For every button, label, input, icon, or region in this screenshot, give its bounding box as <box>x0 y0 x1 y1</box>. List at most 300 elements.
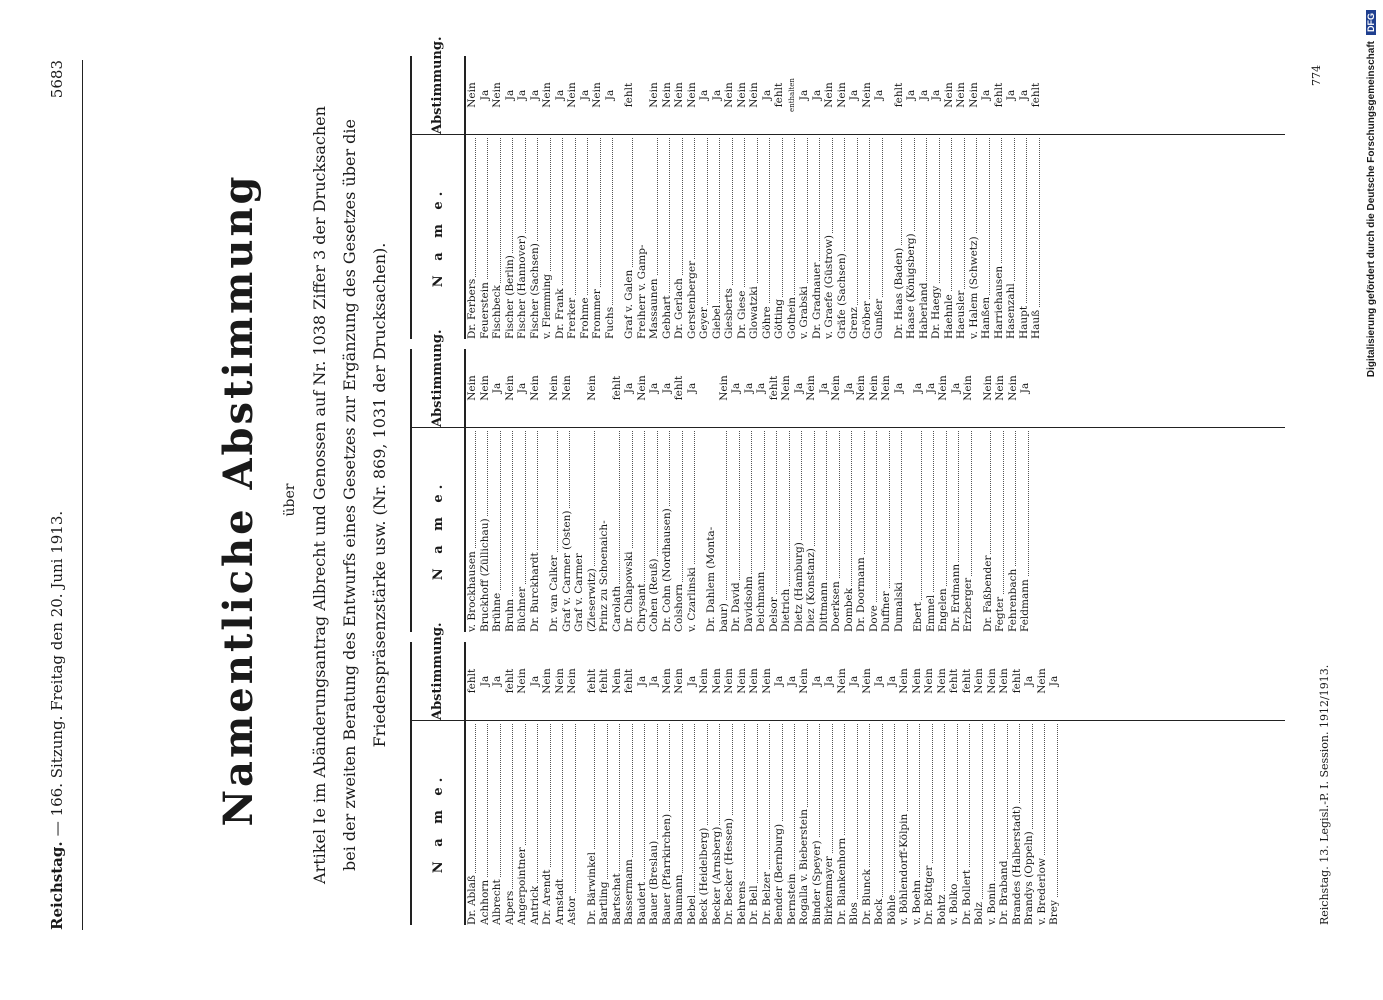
table-row <box>479 56 492 339</box>
table-row <box>880 349 893 632</box>
member-name: Frommer <box>591 134 604 339</box>
vote-value: Ja <box>892 382 905 394</box>
table-row <box>586 349 599 632</box>
vote-list <box>466 642 1061 925</box>
row-gap <box>616 56 623 339</box>
member-name: v. Boehn <box>911 720 924 925</box>
member-name: Bohtz <box>936 720 949 925</box>
member-name: Achhorn <box>479 720 492 925</box>
table-row <box>504 349 517 632</box>
page-title: Namentliche Abstimmung <box>215 173 262 827</box>
table-row <box>1023 642 1036 925</box>
vote-value: Nein <box>805 375 817 401</box>
table-row <box>743 349 756 632</box>
vote-value: Nein <box>860 668 873 694</box>
member-name: Alpers <box>504 720 517 925</box>
member-name: Dr. Ablaß <box>466 720 479 925</box>
table-row <box>893 349 906 632</box>
table-row <box>823 56 836 339</box>
header-left <box>48 511 66 930</box>
table-row <box>466 349 479 632</box>
member-name: baur) <box>718 427 731 632</box>
member-name: Binder (Speyer) <box>811 720 824 925</box>
vote-value: Nein <box>566 82 578 108</box>
row-gap <box>905 349 912 632</box>
vote-value: Ja <box>528 89 541 101</box>
member-name: Graf v. Carmer (Osten) <box>561 427 574 632</box>
member-name: Engelen <box>937 427 950 632</box>
vote-value: fehlt <box>892 82 905 108</box>
vote-list <box>466 349 1032 632</box>
member-name: Frohme <box>579 134 592 339</box>
member-name: Bruckhoff (Züllichau) <box>479 427 492 632</box>
row-gap <box>579 642 586 925</box>
vote-value: Nein <box>516 668 528 694</box>
vote-value: Ja <box>817 382 830 394</box>
member-name: Dr. Böttger <box>923 720 936 925</box>
table-row <box>868 349 881 632</box>
vote-value: fehlt <box>585 668 598 694</box>
member-name: Doerksen <box>830 427 843 632</box>
table-row <box>723 56 736 339</box>
vote-value: Ja <box>810 89 823 101</box>
member-name: Bock <box>873 720 886 925</box>
table-row <box>925 349 938 632</box>
vote-value: Nein <box>1006 375 1019 401</box>
member-name: Dumalski <box>893 427 906 632</box>
vote-value: Nein <box>835 668 848 694</box>
member-name: Dr. Gradnauer <box>811 134 824 339</box>
table-row <box>811 56 824 339</box>
member-name: Dr. van Calker <box>548 427 561 632</box>
vote-value: fehlt <box>960 668 973 694</box>
member-name: Giebel <box>711 134 724 339</box>
member-name: Behrens <box>736 720 749 925</box>
vote-value: Ja <box>648 675 660 687</box>
member-name: Dr. Gerlach <box>673 134 686 339</box>
table-row <box>748 642 761 925</box>
table-row <box>761 642 774 925</box>
table-row <box>848 56 861 339</box>
table-row <box>1011 642 1024 925</box>
table-row <box>993 56 1006 339</box>
table-row <box>661 349 674 632</box>
table-row <box>504 642 517 925</box>
table-row <box>786 56 799 339</box>
member-name: Dr. Haegy <box>930 134 943 339</box>
table-row <box>661 56 674 339</box>
member-name: Birkenmayer <box>823 720 836 925</box>
vote-value: Nein <box>635 375 648 401</box>
member-name: Rogalla v. Bieberstein <box>798 720 811 925</box>
vote-column-3 <box>410 36 1285 339</box>
vote-value: Ja <box>635 675 648 687</box>
vote-value: Nein <box>685 82 698 108</box>
vote-value: Nein <box>466 375 478 401</box>
member-name: Dr. Becker (Hessen) <box>723 720 736 925</box>
table-row <box>636 56 649 339</box>
table-row <box>968 56 981 339</box>
table-row <box>541 642 554 925</box>
vote-value: Nein <box>491 82 503 108</box>
member-name: Dr. Giese <box>736 134 749 339</box>
member-name: Dittmann <box>818 427 831 632</box>
vote-value: Nein <box>560 375 573 401</box>
table-row <box>648 56 661 339</box>
vote-value: Ja <box>698 89 710 101</box>
table-row <box>554 56 567 339</box>
vote-value: fehlt <box>992 82 1005 108</box>
table-row <box>698 56 711 339</box>
member-name: Fischbeck <box>491 134 504 339</box>
table-row <box>466 642 479 925</box>
member-name: Gröber <box>861 134 874 339</box>
member-name: Brandys (Oppeln) <box>1023 720 1036 925</box>
table-row <box>912 349 925 632</box>
vote-value: fehlt <box>1030 82 1042 108</box>
member-name: Chrysant <box>636 427 649 632</box>
vote-value: Nein <box>673 668 685 694</box>
member-name: Carolath <box>611 427 624 632</box>
vote-value: Nein <box>798 668 810 694</box>
vote-value: fehlt <box>948 668 960 694</box>
vote-value <box>705 349 718 427</box>
member-name: Feuerstein <box>479 134 492 339</box>
vote-value: Ja <box>478 675 491 687</box>
member-name: Feldmann <box>1019 427 1032 632</box>
vote-value: Nein <box>780 375 792 401</box>
table-row <box>566 642 579 925</box>
vote-value: Ja <box>873 675 885 687</box>
vote-value: Nein <box>585 375 598 401</box>
vote-value: Ja <box>1005 89 1017 101</box>
vote-value: Ja <box>980 89 992 101</box>
vote-list <box>466 56 1043 339</box>
member-name: Astor <box>566 720 579 925</box>
vote-value: Nein <box>503 375 516 401</box>
vote-value: Nein <box>880 375 892 401</box>
member-name: v. Grabski <box>798 134 811 339</box>
vote-value: Ja <box>710 89 723 101</box>
member-name: Deichmann <box>755 427 768 632</box>
table-row <box>768 349 781 632</box>
vote-value: Nein <box>541 82 553 108</box>
vote-value: Ja <box>516 89 528 101</box>
vote-value: Nein <box>660 668 673 694</box>
table-row <box>1019 349 1032 632</box>
ueber-text: über <box>282 483 298 517</box>
vote-value: Ja <box>491 675 503 687</box>
member-name: Bernstein <box>786 720 799 925</box>
table-row <box>573 349 586 632</box>
vote-value: Nein <box>981 375 994 401</box>
table-row <box>636 642 649 925</box>
table-row <box>673 349 686 632</box>
table-row <box>736 56 749 339</box>
table-row <box>873 642 886 925</box>
vote-value: Nein <box>723 82 735 108</box>
member-name: Haupt <box>1018 134 1031 339</box>
member-name: Baudert <box>636 720 649 925</box>
vote-value: Nein <box>735 82 748 108</box>
table-row <box>861 56 874 339</box>
member-name: Brühne <box>491 427 504 632</box>
vote-value: Ja <box>848 89 860 101</box>
table-row <box>786 642 799 925</box>
member-name: Baumann <box>673 720 686 925</box>
table-row <box>761 56 774 339</box>
table-row <box>541 56 554 339</box>
table-row <box>718 349 731 632</box>
member-name: Freiherr v. Gamp- <box>635 244 648 339</box>
vote-column-1 <box>410 622 1285 925</box>
header-name: N a m e. <box>430 479 446 581</box>
table-row <box>686 56 699 339</box>
member-name: Göhre <box>761 134 774 339</box>
member-name: Dietz (Hamburg) <box>793 427 806 632</box>
table-row <box>648 642 661 925</box>
member-name: v. Brederlow <box>1036 720 1049 925</box>
table-row <box>529 56 542 339</box>
table-row <box>936 642 949 925</box>
header-name: N a m e. <box>430 186 446 288</box>
vote-value: Ja <box>848 675 860 687</box>
member-name: Ebert <box>912 427 925 632</box>
member-name: Dr. Ferbers <box>466 134 479 339</box>
vote-value: Ja <box>528 675 541 687</box>
member-name: Dietrich <box>780 427 793 632</box>
table-row <box>861 642 874 925</box>
table-row <box>823 642 836 925</box>
table-row <box>1005 56 1018 339</box>
vote-value: Ja <box>660 382 673 394</box>
vote-value: Nein <box>994 375 1006 401</box>
member-name: Dr. Blankenhorn <box>836 720 849 925</box>
vote-value: Ja <box>1048 675 1060 687</box>
vote-value: Ja <box>623 382 635 394</box>
table-header <box>410 36 466 339</box>
table-row <box>673 642 686 925</box>
member-name: Dr. Chlapowski <box>623 427 636 632</box>
member-name: v. Brockhausen <box>466 427 479 632</box>
member-name: Albrecht <box>491 720 504 925</box>
table-row <box>736 642 749 925</box>
table-row <box>566 56 579 339</box>
table-row <box>611 349 624 632</box>
vote-value <box>598 349 611 427</box>
member-name: Böhle <box>886 720 899 925</box>
table-row <box>836 56 849 339</box>
footer-left: Reichstag. 13. Legisl.-P. I. Session. 1912/1913. <box>1318 664 1331 925</box>
member-name: Gothein <box>786 134 799 339</box>
table-row <box>937 349 950 632</box>
member-name: Fischer (Sachsen) <box>529 134 542 339</box>
header-vote: Abstimmung. <box>412 642 464 721</box>
vote-value: Nein <box>591 82 603 108</box>
table-row <box>955 56 968 339</box>
dfg-credit <box>1362 10 1380 990</box>
member-name: Massaunen <box>648 134 661 339</box>
table-row <box>698 642 711 925</box>
table-row <box>711 642 724 925</box>
member-name: v. Graefe (Güstrow) <box>823 134 836 339</box>
member-name: Dr. Burckhardt <box>529 427 542 632</box>
vote-value: Ja <box>685 675 698 687</box>
vote-value: Ja <box>578 89 591 101</box>
member-name: Emmel <box>925 427 938 632</box>
header-name: N a m e. <box>430 772 446 874</box>
member-name: Erzberger <box>962 427 975 632</box>
member-name: Dr. Belzer <box>761 720 774 925</box>
member-name: Dr. David <box>730 427 743 632</box>
table-row <box>780 349 793 632</box>
member-name: Bartschat <box>611 720 624 925</box>
table-row <box>950 349 963 632</box>
vote-value: Ja <box>810 675 823 687</box>
table-row <box>529 349 542 632</box>
row-gap <box>698 349 705 632</box>
table-row <box>773 56 786 339</box>
vote-value: enthalten <box>787 78 796 112</box>
vote-value: Nein <box>466 82 478 108</box>
table-row <box>898 642 911 925</box>
vote-value: fehlt <box>598 668 610 694</box>
vote-value: Ja <box>873 89 885 101</box>
member-name: Antrick <box>529 720 542 925</box>
member-name: Dr. Faßbender <box>982 427 995 632</box>
member-name: Bauer (Pfarrkirchen) <box>661 720 674 925</box>
vote-value: Nein <box>660 82 673 108</box>
vote-value: Nein <box>967 82 980 108</box>
table-row <box>961 642 974 925</box>
vote-value: Nein <box>973 668 985 694</box>
vote-value: fehlt <box>673 375 685 401</box>
table-row <box>491 642 504 925</box>
table-row <box>705 349 718 632</box>
table-row <box>711 56 724 339</box>
member-name: Bebel <box>686 720 699 925</box>
row-gap <box>975 349 982 632</box>
table-row <box>980 56 993 339</box>
member-name: Fuchs <box>604 134 617 339</box>
member-name: Frerker <box>566 134 579 339</box>
table-row <box>586 642 599 925</box>
member-name: Bauer (Breslau) <box>648 720 661 925</box>
vote-value: Ja <box>792 382 805 394</box>
member-name: Harriehausen <box>993 134 1006 339</box>
page-number: 5683 <box>48 60 66 99</box>
table-row <box>805 349 818 632</box>
member-name: Dr. Arendt <box>541 720 554 925</box>
vote-value <box>636 56 649 134</box>
member-name: Fischer (Berlin) <box>504 134 517 339</box>
vote-value <box>573 349 586 427</box>
member-name: Dr. Dahlem (Monta- <box>705 526 717 632</box>
table-row <box>811 642 824 925</box>
member-name: Dr. Cohn (Nordhausen) <box>661 427 674 632</box>
table-row <box>962 349 975 632</box>
table-row <box>561 349 574 632</box>
member-name: Angerpointner <box>516 720 529 925</box>
table-row <box>623 56 636 339</box>
vote-value: Nein <box>910 668 923 694</box>
vote-column-2 <box>410 329 1285 632</box>
member-name: Davidsohn <box>743 427 756 632</box>
member-name: v. Czarlinski <box>686 427 699 632</box>
table-row <box>843 349 856 632</box>
vote-value: Ja <box>553 89 566 101</box>
table-row <box>504 56 517 339</box>
table-row <box>848 642 861 925</box>
member-name: Glowatzki <box>748 134 761 339</box>
member-name: Haberland <box>918 134 931 339</box>
vote-value: Ja <box>773 675 785 687</box>
member-name: Hauß <box>1030 134 1043 339</box>
vote-value: Nein <box>748 82 760 108</box>
vote-value: Ja <box>1023 675 1035 687</box>
member-name: Dr. Braband <box>998 720 1011 925</box>
table-row <box>818 349 831 632</box>
header-vote: Abstimmung. <box>412 349 464 428</box>
member-name: Becker (Arnsberg) <box>711 720 724 925</box>
table-row <box>516 642 529 925</box>
header-rule <box>82 60 83 930</box>
header-left-bold: Reichstag. <box>48 841 66 930</box>
vote-value: Ja <box>912 382 924 394</box>
member-name: Diez (Konstanz) <box>805 427 818 632</box>
vote-value: Ja <box>685 382 698 394</box>
table-row <box>648 349 661 632</box>
table-row <box>793 349 806 632</box>
vote-value: Nein <box>478 375 491 401</box>
member-name: Graf v. Carmer <box>573 553 585 632</box>
member-name: Bartling <box>598 720 611 925</box>
member-name: Haehnle <box>943 134 956 339</box>
vote-value: Ja <box>842 382 855 394</box>
table-row <box>529 642 542 925</box>
member-name: v. Halem (Schwetz) <box>968 134 981 339</box>
vote-value: Nein <box>942 82 955 108</box>
table-row <box>1018 56 1031 339</box>
table-row <box>723 642 736 925</box>
table-row <box>479 642 492 925</box>
vote-value: fehlt <box>773 82 785 108</box>
table-row <box>554 642 567 925</box>
vote-value: fehlt <box>503 668 516 694</box>
vote-value: fehlt <box>1010 668 1023 694</box>
table-row <box>930 56 943 339</box>
vote-value: Ja <box>603 89 616 101</box>
vote-value: Ja <box>503 89 516 101</box>
table-row <box>491 349 504 632</box>
vote-value: Ja <box>949 382 962 394</box>
vote-value: Nein <box>723 668 735 694</box>
vote-value: Nein <box>998 668 1010 694</box>
vote-value: Nein <box>835 82 848 108</box>
member-name: Götting <box>773 134 786 339</box>
member-name: Dove <box>868 427 881 632</box>
vote-value: Ja <box>755 382 767 394</box>
vote-value: Nein <box>541 668 553 694</box>
table-row <box>923 642 936 925</box>
vote-tables <box>410 36 1290 925</box>
table-row <box>773 642 786 925</box>
table-row <box>836 642 849 925</box>
member-name: Dr. Bell <box>748 720 761 925</box>
table-header <box>410 329 466 632</box>
table-row <box>948 642 961 925</box>
member-name: Bruhn <box>504 427 517 632</box>
